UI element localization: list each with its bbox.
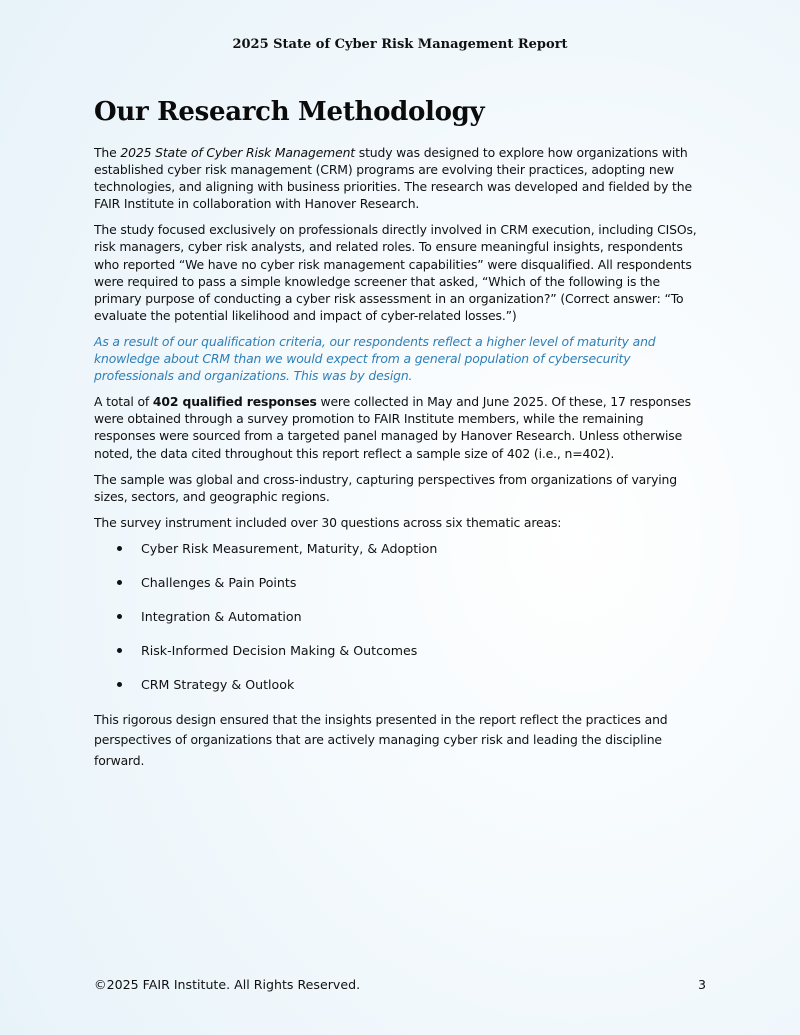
responses-text-start: A total of [94,394,153,410]
list-item: Integration & Automation [141,608,708,625]
intro-text-end: study was designed to explore how organizations with established cyber risk management (CRM) programs are evolving their practices, adopting new technologies, and aligning with business priorities. The research was developed and fielded by the FAIR Institute in collaboration with Hanover Research. [94,145,692,212]
intro-paragraph [94,144,708,212]
list-item: Challenges & Pain Points [141,574,708,591]
study-title: 2025 State of Cyber Risk Management [120,145,355,160]
list-item: Cyber Risk Measurement, Maturity, & Adoption [141,540,708,557]
page-number: 3 [697,977,706,992]
qualification-callout: As a result of our qualification criteria, our respondents reflect a higher level of maturity and knowledge about CRM than we would expect from a general population of cybersecurity professionals and organizations. This was by design. [94,333,656,384]
responses-text-end: were collected in May and June 2025. Of these, 17 responses were obtained through a survey promotion to FAIR Institute members, while the remaining responses were sourced from a targeted panel managed by Hanover Research. Unless otherwise noted, the data cited throughout this report reflect a sample size of 402 (i.e., n=402). [94,394,691,461]
thematic-areas-list [94,540,708,693]
intro-text-start: The [94,145,121,160]
copyright-notice: ©2025 FAIR Institute. All Rights Reserved. [94,977,361,992]
list-item: Risk-Informed Decision Making & Outcomes [141,642,708,659]
instrument-paragraph: The survey instrument included over 30 questions across six thematic areas: [94,514,562,530]
responses-paragraph [94,393,708,461]
sample-paragraph: The sample was global and cross-industry, capturing perspectives from organizations of varying sizes, sectors, and geographic regions. [94,471,677,504]
list-item: CRM Strategy & Outlook [141,676,708,693]
running-header: 2025 State of Cyber Risk Management Report [232,37,568,52]
screening-paragraph: The study focused exclusively on professionals directly involved in CRM execution, including CISOs, risk managers, cyber risk analysts, and related roles. To ensure meaningful insights, respondents who reported “We have no cyber risk management capabilities” were disqualified. All respondents were required to pass a simple knowledge screener that asked, “Which of the following is the primary purpose of conducting a cyber risk assessment in an organization?” (Correct answer: “To evaluate the potential likelihood and impact of cyber-related losses.”) [94,222,697,323]
main-content [94,94,708,780]
closing-paragraph: This rigorous design ensured that the insights presented in the report reflect the practices and perspectives of organizations that are actively managing cyber risk and leading the discipline forward. [94,711,668,768]
page-title: Our Research Methodology [94,97,485,127]
page-footer [94,977,706,992]
qualified-responses-count: 402 qualified responses [152,394,317,410]
